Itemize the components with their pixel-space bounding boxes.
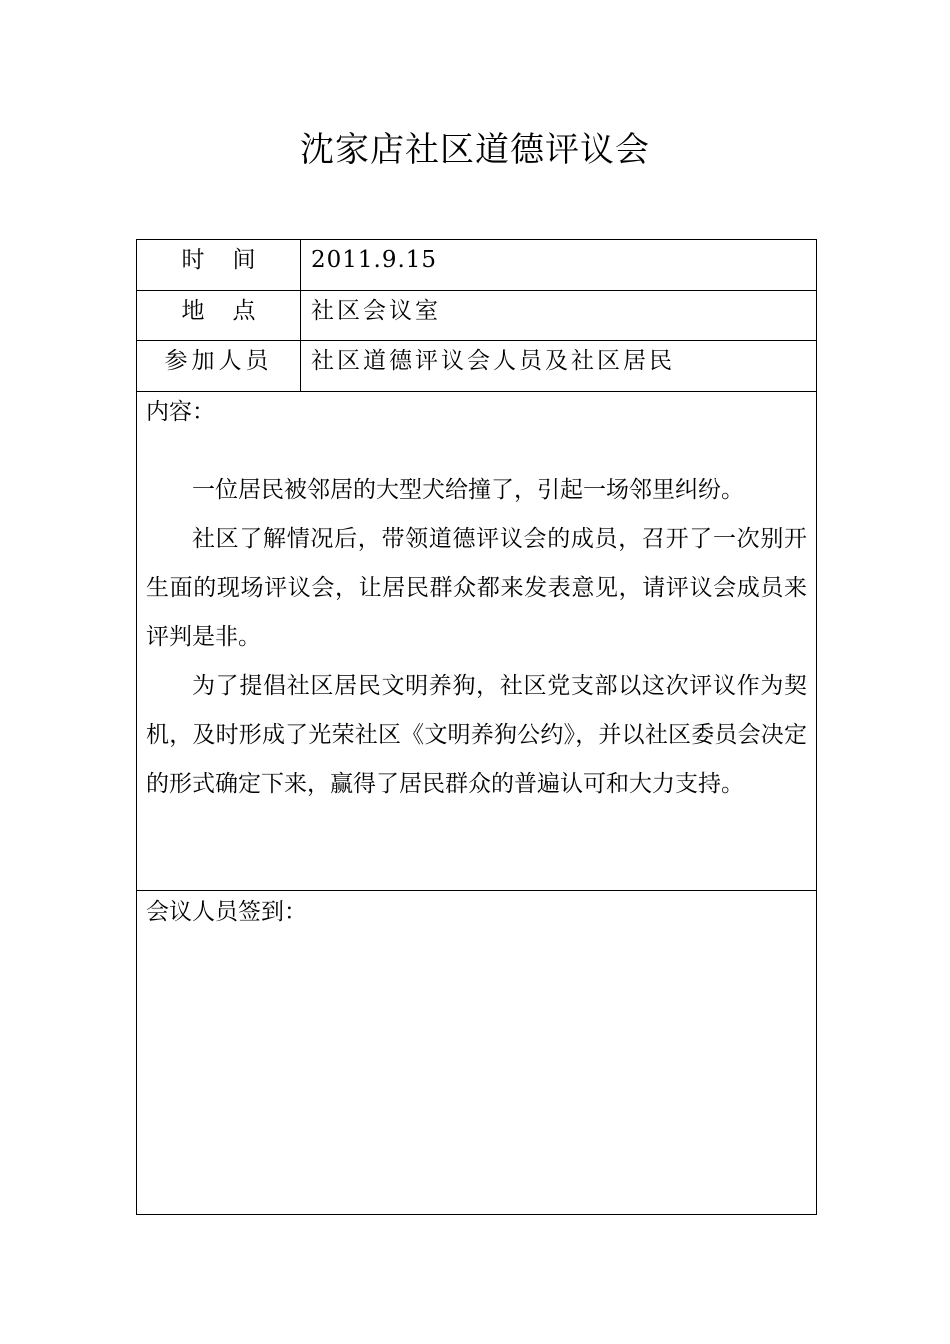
attendees-value: 社区道德评议会人员及社区居民 [311,348,675,374]
content-body [146,466,807,809]
place-label: 地点 [137,291,301,340]
signin-heading: 会议人员签到： [146,899,307,925]
place-value: 社区会议室 [311,298,441,324]
attendees-row [137,341,816,392]
meeting-record-table [136,239,817,1215]
time-value: 2011.9.15 [311,247,438,273]
page-title: 沈家店社区道德评议会 [300,130,650,170]
attendees-label: 参加人员 [137,341,301,391]
time-row [137,240,816,291]
content-paragraph: 社区了解情况后，带领道德评议会的成员，召开了一次别开生面的现场评议会，让居民群众都来发表意见，请评议会成员来评判是非。 [146,526,807,650]
signin-section [137,891,816,1214]
content-heading: 内容： [146,399,215,425]
place-row [137,291,816,341]
time-label: 时间 [137,240,301,290]
content-paragraph: 一位居民被邻居的大型犬给撞了，引起一场邻里纠纷。 [192,477,744,503]
content-paragraph: 为了提倡社区居民文明养狗，社区党支部以这次评议作为契机，及时形成了光荣社区《文明养狗公约》，并以社区委员会决定的形式确定下来，赢得了居民群众的普遍认可和大力支持。 [146,673,807,797]
content-section [137,392,816,891]
